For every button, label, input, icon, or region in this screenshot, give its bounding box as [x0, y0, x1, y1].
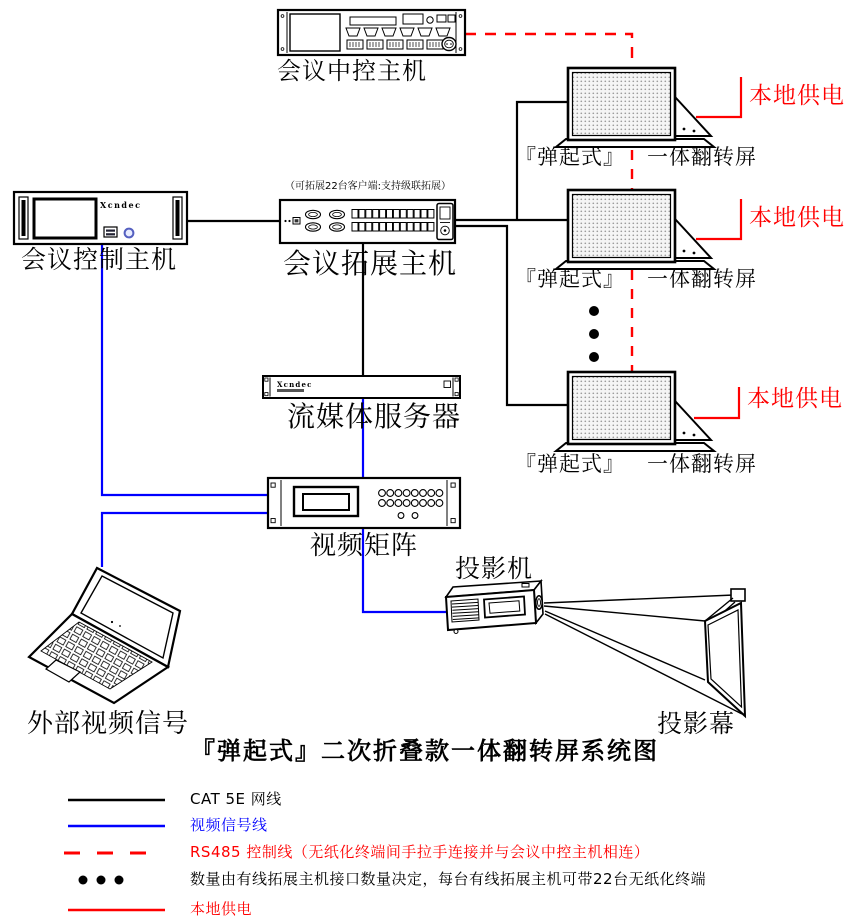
expansion-host-graphic [280, 200, 455, 243]
flip-screen-3-label [515, 453, 757, 476]
legend-dots [79, 876, 124, 885]
flip-screen-1-label [515, 146, 757, 169]
quantity-ellipsis-dots [589, 306, 599, 362]
legend-item-video: 视频信号线 [190, 816, 268, 834]
flip-screen-label-left: 『弹起式』 [515, 452, 625, 476]
flip-screen-3-graphic [556, 372, 714, 451]
flip-screen-label-right: 一体翻转屏 [647, 267, 757, 291]
media-server-graphic [263, 376, 460, 398]
legend-item-power: 本地供电 [190, 900, 253, 918]
flip-screen-2-graphic [556, 190, 714, 269]
diagram-title: 『弹起式』二次折叠款一体翻转屏系统图 [191, 737, 659, 765]
flip-screen-label-left: 『弹起式』 [515, 267, 625, 291]
flip-screen-2-label [515, 268, 757, 291]
central-control-host-graphic [278, 10, 465, 55]
media-server-brand: Xcndec [277, 380, 313, 389]
projector-label: 投影机 [455, 554, 534, 583]
legend-item-quantity: 数量由有线拓展主机接口数量决定，每台有线拓展主机可带22台无纸化终端 [190, 870, 707, 888]
laptop-graphic [29, 568, 180, 703]
local-power-label-2: 本地供电 [749, 205, 845, 231]
laptop-label: 外部视频信号 [27, 709, 190, 739]
legend-item-rs485: RS485 控制线（无纸化终端间手拉手连接并与会议中控主机相连） [190, 843, 650, 861]
projection-screen-label: 投影幕 [657, 709, 736, 738]
central-control-host-label: 会议中控主机 [277, 57, 427, 85]
flip-screen-label-right: 一体翻转屏 [647, 145, 757, 169]
control-host-brand: Xcndec [100, 200, 142, 210]
video-matrix-graphic [268, 478, 460, 528]
media-server-label: 流媒体服务器 [287, 400, 462, 433]
flip-screen-1-graphic [556, 68, 714, 147]
local-power-label-3: 本地供电 [747, 386, 843, 412]
legend-item-cat5e: CAT 5E 网线 [190, 790, 282, 808]
media-server-subtext-bar [277, 389, 304, 392]
flip-screen-label-left: 『弹起式』 [515, 145, 625, 169]
local-power-label-1: 本地供电 [749, 83, 845, 109]
projection-screen-graphic [705, 589, 745, 716]
expansion-host-note: （可拓展22台客户端:支持级联拓展） [284, 181, 452, 192]
video-matrix-label: 视频矩阵 [310, 531, 419, 561]
control-host-graphic [14, 192, 187, 244]
flip-screen-label-right: 一体翻转屏 [647, 452, 757, 476]
legend-glyphs [64, 800, 165, 910]
control-host-label: 会议控制主机 [21, 245, 178, 274]
expansion-host-label: 会议拓展主机 [283, 247, 458, 280]
projector-graphic [446, 581, 543, 634]
